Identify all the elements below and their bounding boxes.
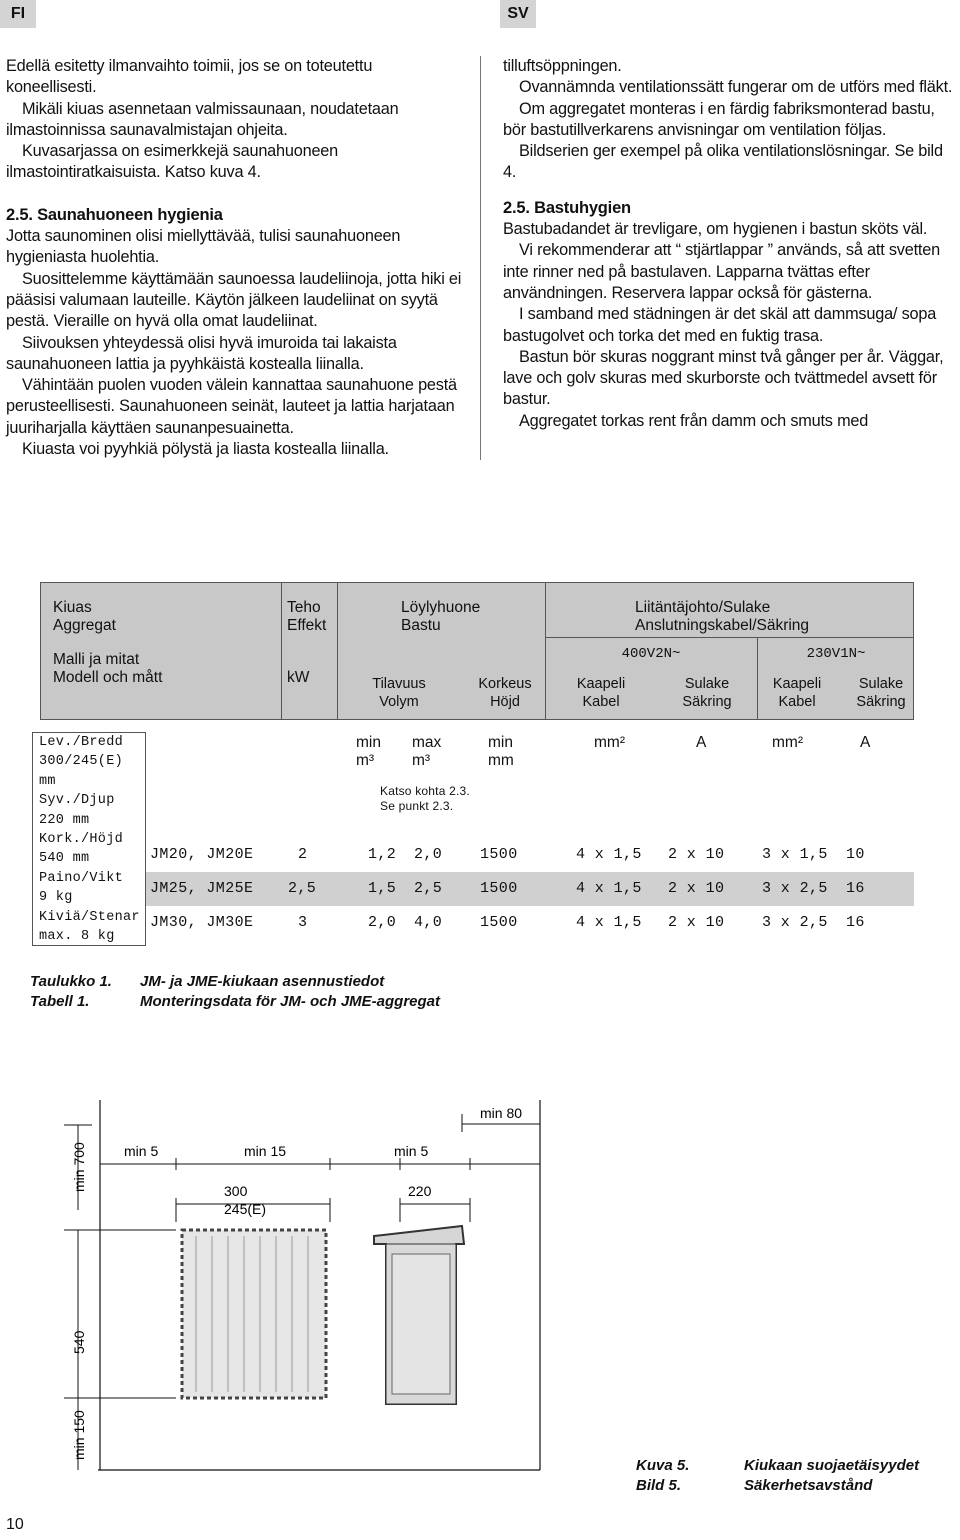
dimension-min-5-right: min 5 bbox=[394, 1143, 429, 1159]
unit-fuse-400: A bbox=[696, 734, 707, 751]
page-number: 10 bbox=[6, 1516, 24, 1533]
table-caption-text-fi: JM- ja JME-kiukaan asennustiedot bbox=[140, 973, 385, 990]
header-model: Malli ja mitat Modell och mått bbox=[53, 651, 163, 686]
sv-paragraph-8: Bastun bör skuras noggrant minst två gånger per år. Väggar, lave och golv skuras med skurborste och tvättmedel avsett för bastur. bbox=[503, 347, 944, 409]
column-divider bbox=[480, 56, 481, 460]
table-row: JM30, JM30E 3 2,0 4,0 1500 4 x 1,5 2 x 10 3 x 2,5 16 bbox=[150, 914, 865, 931]
figure-caption-label-sv: Bild 5. bbox=[636, 1477, 682, 1494]
fi-section-heading: 2.5. Saunahuoneen hygienia bbox=[6, 205, 223, 224]
figure-caption-text-sv: Säkerhetsavstånd bbox=[744, 1477, 873, 1494]
dimension-width-245: 245(E) bbox=[224, 1201, 267, 1217]
table-row: JM25, JM25E 2,5 1,5 2,5 1500 4 x 1,5 2 x 10 3 x 2,5 16 bbox=[146, 872, 914, 906]
language-tag-sv: SV bbox=[500, 0, 536, 28]
sv-section-heading: 2.5. Bastuhygien bbox=[503, 198, 631, 217]
header-supply-230: 230V1N~ bbox=[806, 646, 866, 662]
sv-paragraph-7: I samband med städningen är det skäl att dammsuga/ sopa bastugolvet och torka det med en fuktig trasa. bbox=[503, 305, 937, 345]
sv-paragraph-9: Aggregatet torkas rent från damm och smuts med bbox=[519, 411, 869, 430]
header-heater: Kiuas Aggregat bbox=[53, 599, 116, 634]
header-cable-230: Kaapeli Kabel bbox=[772, 676, 822, 710]
unit-fuse-230: A bbox=[860, 734, 871, 751]
unit-volume-min: min m³ bbox=[356, 734, 381, 769]
dimension-min-700: min 700 bbox=[71, 1142, 87, 1192]
sv-paragraph-1: tilluftsöppningen. bbox=[503, 57, 622, 75]
unit-cable-400: mm² bbox=[594, 734, 625, 751]
dimension-height-540: 540 bbox=[71, 1330, 87, 1354]
header-fuse-230: Sulake Säkring bbox=[856, 676, 906, 710]
heater-dimensions: Lev./Bredd 300/245(E) mm Syv./Djup 220 mm Kork./Höjd 540 mm Paino/Vikt 9 kg Kiviä/Stenar max. 8 kg bbox=[32, 732, 146, 946]
fi-paragraph-2: Mikäli kiuas asennetaan valmissaunaan, noudatetaan ilmastoinnissa saunavalmistajan ohjeita. bbox=[6, 99, 399, 139]
fi-paragraph-5: Suosittelemme käyttämään saunoessa laudeliinoja, jotta hiki ei pääsisi valumaan lauteille. Käytön jälkeen laudeliinat on syytä pestä. Vieraille on hyvä olla omat laudeliinat. bbox=[6, 269, 462, 331]
dimension-min-5-left: min 5 bbox=[124, 1143, 159, 1159]
fi-paragraph-4: Jotta saunominen olisi miellyttävää, tulisi saunahuoneen hygieniasta huolehtia. bbox=[6, 227, 401, 267]
header-power-unit: kW bbox=[287, 669, 310, 686]
header-fuse-400: Sulake Säkring bbox=[682, 676, 732, 710]
header-supply-400: 400V2N~ bbox=[621, 646, 681, 662]
dimension-depth-220: 220 bbox=[408, 1183, 432, 1199]
header-height: Korkeus Höjd bbox=[478, 676, 532, 710]
fi-paragraph-8: Kiuasta voi pyyhkiä pölystä ja liasta kostealla liinalla. bbox=[22, 440, 389, 459]
heater-front-view bbox=[182, 1230, 326, 1398]
dimension-min-150: min 150 bbox=[71, 1410, 87, 1460]
table-caption-label-sv: Tabell 1. bbox=[30, 993, 90, 1010]
figure-caption-label-fi: Kuva 5. bbox=[636, 1457, 690, 1474]
reference-note: Katso kohta 2.3. Se punkt 2.3. bbox=[380, 784, 470, 813]
header-cable-400: Kaapeli Kabel bbox=[576, 676, 626, 710]
safety-distance-diagram bbox=[0, 1090, 620, 1500]
header-room: Löylyhuone Bastu bbox=[401, 599, 481, 634]
fi-paragraph-1: Edellä esitetty ilmanvaihto toimii, jos se on toteutettu koneellisesti. bbox=[6, 57, 373, 97]
header-volume: Tilavuus Volym bbox=[372, 676, 426, 710]
unit-volume-max: max m³ bbox=[412, 734, 442, 769]
header-cable: Liitäntäjohto/Sulake Anslutningskabel/Säkring bbox=[635, 599, 810, 634]
header-power: Teho Effekt bbox=[287, 599, 327, 634]
finnish-column bbox=[6, 56, 462, 460]
table-caption-text-sv: Monteringsdata för JM- och JME-aggregat bbox=[140, 993, 441, 1010]
dimension-min-80: min 80 bbox=[480, 1105, 523, 1121]
table-caption-label-fi: Taulukko 1. bbox=[30, 973, 112, 990]
sv-paragraph-3: Om aggregatet monteras i en färdig fabriksmonterad bastu, bör bastutillverkarens anvisningar om ventilation följas. bbox=[503, 99, 935, 139]
unit-cable-230: mm² bbox=[772, 734, 803, 751]
language-tag-fi: FI bbox=[0, 0, 36, 28]
dimension-width-300: 300 bbox=[224, 1183, 248, 1199]
fi-paragraph-3: Kuvasarjassa on esimerkkejä saunahuoneen ilmastointiratkaisuista. Katso kuva 4. bbox=[6, 142, 339, 182]
table-header bbox=[40, 582, 914, 720]
swedish-column bbox=[503, 56, 959, 432]
dimension-min-15: min 15 bbox=[244, 1143, 287, 1159]
figure-caption-text-fi: Kiukaan suojaetäisyydet bbox=[744, 1457, 920, 1474]
table-row: JM20, JM20E 2 1,2 2,0 1500 4 x 1,5 2 x 10 3 x 1,5 10 bbox=[150, 846, 865, 863]
sv-paragraph-6: Vi rekommenderar att “ stjärtlappar ” används, så att svetten inte rinner ned på bastulaven. Lapparna tvättas efter användningen. Reservera lappar också för gästerna. bbox=[503, 241, 940, 302]
sv-paragraph-5: Bastubadandet är trevligare, om hygienen i bastun sköts väl. bbox=[503, 220, 928, 239]
sv-paragraph-2: Ovannämnda ventilationssätt fungerar om de utförs med fläkt. bbox=[519, 78, 953, 97]
sv-paragraph-4: Bildserien ger exempel på olika ventilationslösningar. Se bild 4. bbox=[503, 142, 943, 182]
fi-paragraph-6: Siivouksen yhteydessä olisi hyvä imuroida tai lakaista saunahuoneen lattia ja pyyhkäistä kostealla liinalla. bbox=[6, 333, 397, 373]
fi-paragraph-7: Vähintään puolen vuoden välein kannattaa saunahuone pestä perusteellisesti. Saunahuoneen seinät, lauteet ja lattia harjataan juuriharjalla käyttäen saunanpesuainetta. bbox=[6, 376, 457, 437]
unit-height-min: min mm bbox=[488, 734, 514, 769]
